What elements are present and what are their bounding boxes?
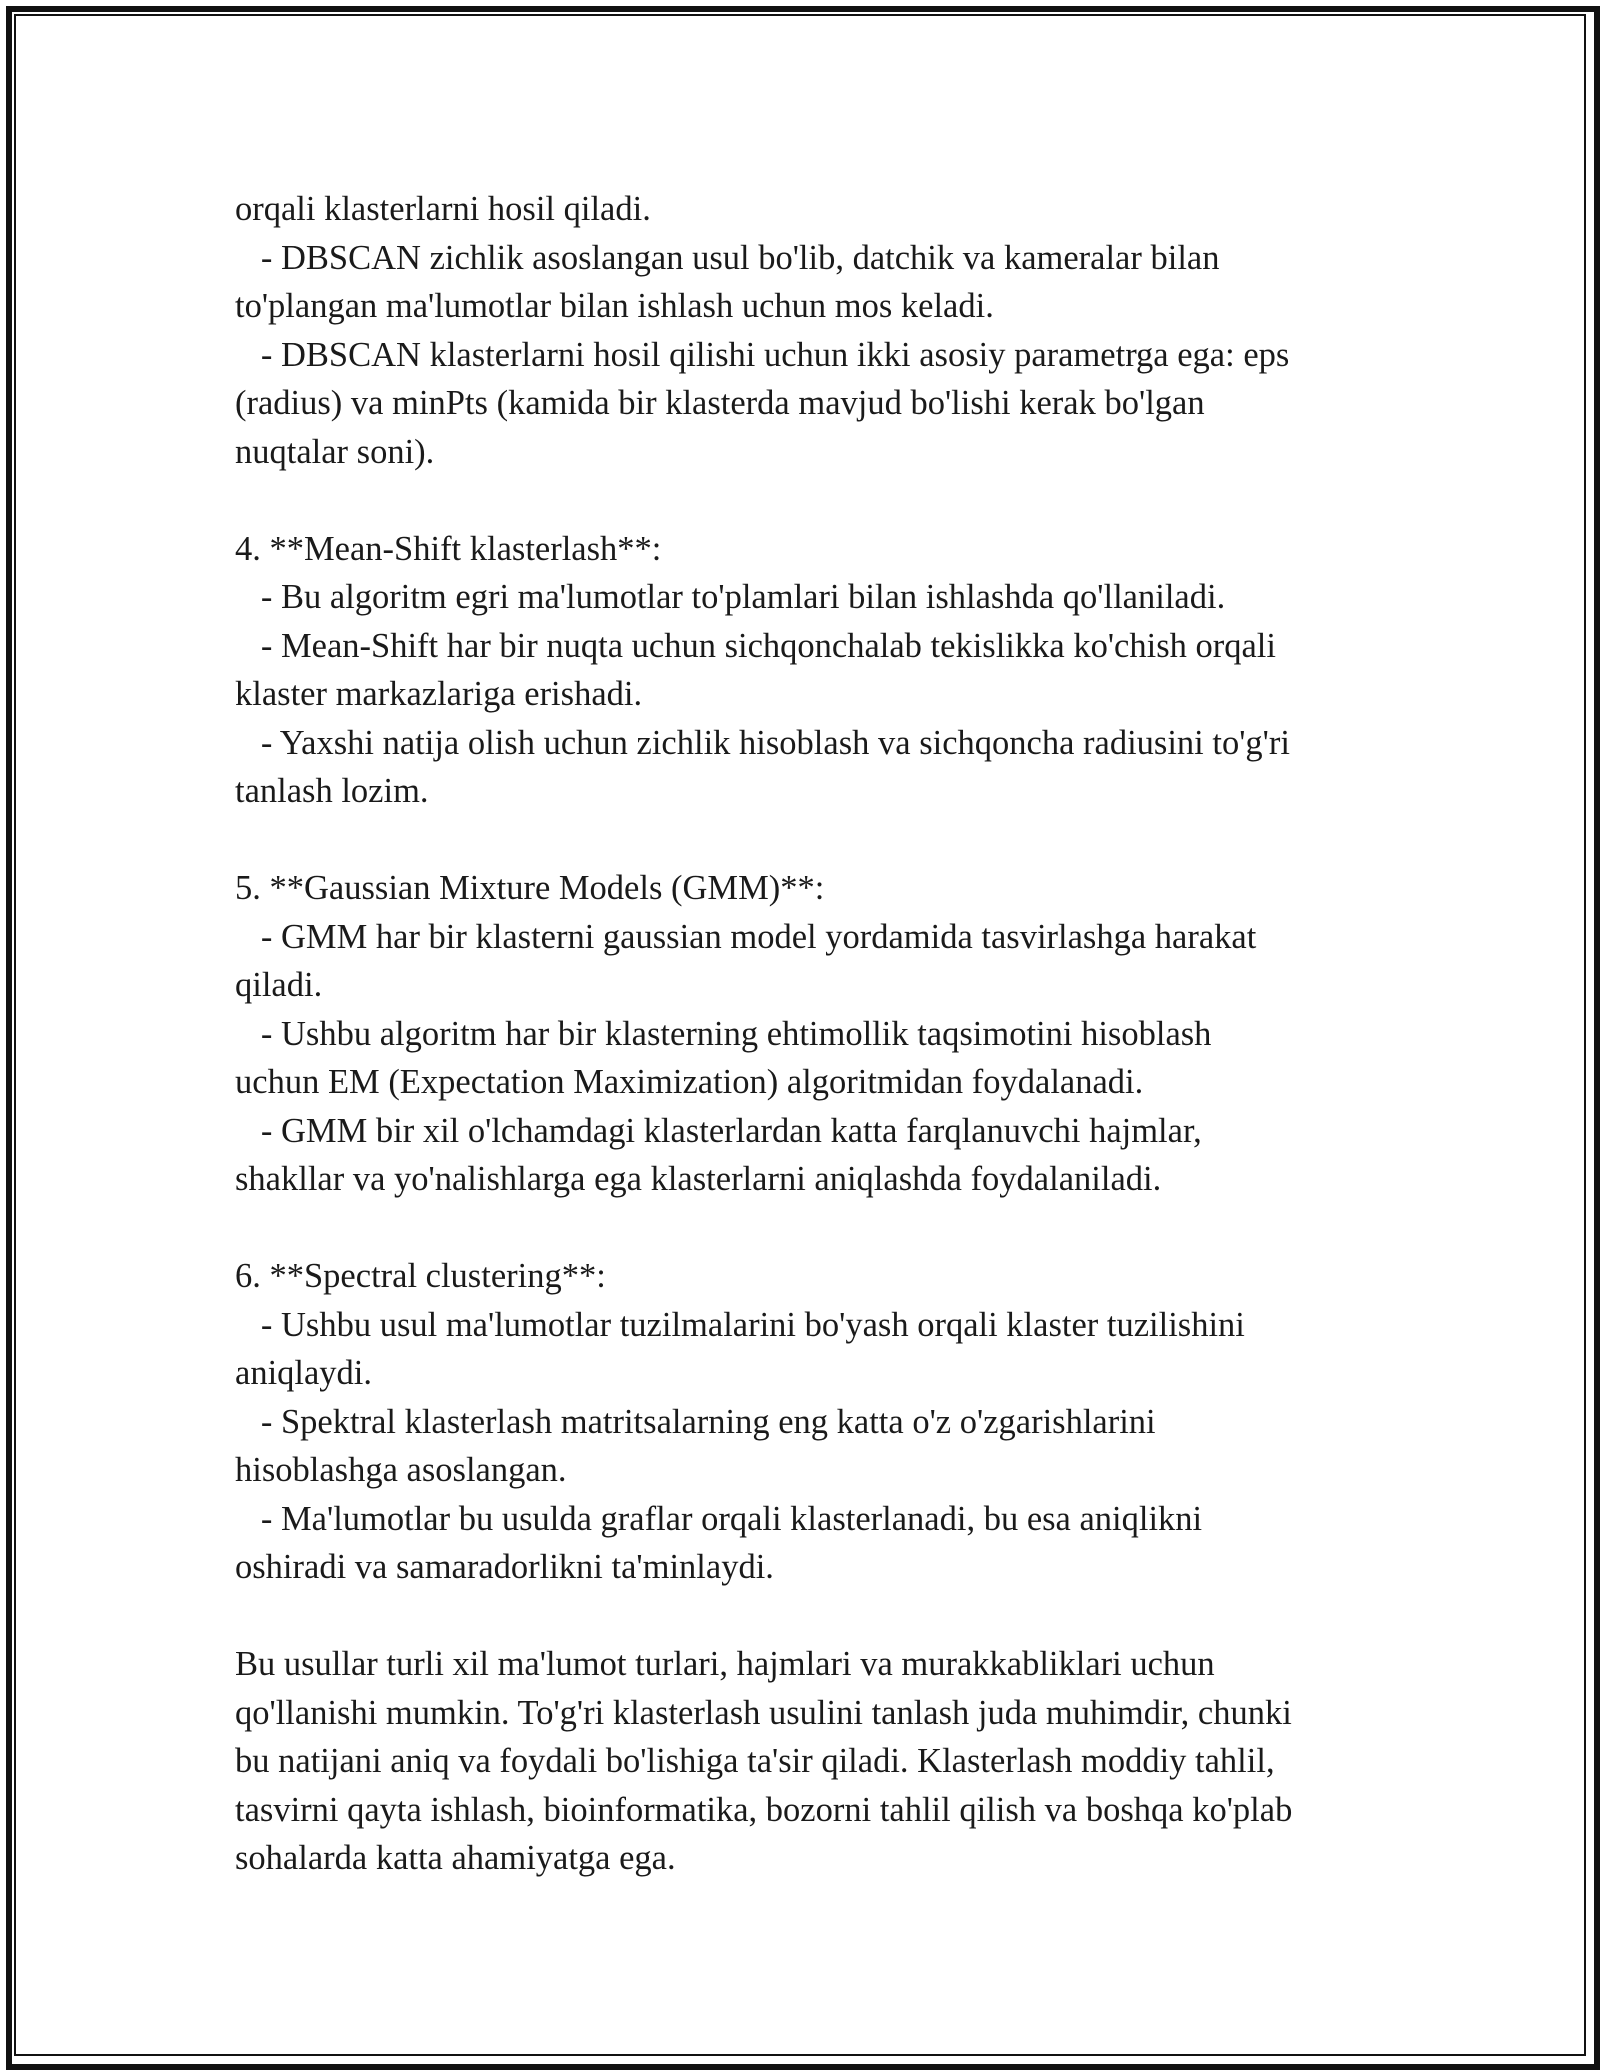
conclusion-line: Bu usullar turli xil ma'lumot turlari, hajmlari va murakkabliklari uchun	[235, 1645, 1215, 1683]
text-line: nuqtalar soni).	[235, 432, 435, 471]
blank-line	[235, 476, 1415, 525]
text-line: klaster markazlariga erishadi.	[235, 675, 643, 713]
text-line: - Ushbu usul ma'lumotlar tuzilmalarini bo'yash orqali klaster tuzilishini	[235, 1305, 1245, 1344]
document-body	[235, 185, 1415, 1883]
blank-line	[235, 816, 1415, 865]
text-line: - GMM bir xil o'lchamdagi klasterlardan katta farqlanuvchi hajmlar,	[235, 1111, 1202, 1150]
text-line: - DBSCAN zichlik asoslangan usul bo'lib, datchik va kameralar bilan	[235, 238, 1220, 277]
section-heading: 5. **Gaussian Mixture Models (GMM)**:	[235, 869, 825, 907]
text-line: to'plangan ma'lumotlar bilan ishlash uchun mos keladi.	[235, 287, 994, 325]
blank-line	[235, 1592, 1415, 1641]
text-line: uchun EM (Expectation Maximization) algoritmidan foydalanadi.	[235, 1063, 1144, 1101]
text-line: qiladi.	[235, 966, 323, 1004]
text-line: - Ma'lumotlar bu usulda graflar orqali klasterlanadi, bu esa aniqlikni	[235, 1499, 1203, 1538]
conclusion-line: sohalarda katta ahamiyatga ega.	[235, 1839, 676, 1877]
text-line: hisoblashga asoslangan.	[235, 1451, 567, 1489]
text-line: - Yaxshi natija olish uchun zichlik hisoblash va sichqoncha radiusini to'g'ri	[235, 723, 1290, 762]
blank-line	[235, 1204, 1415, 1253]
text-line: aniqlaydi.	[235, 1354, 373, 1392]
conclusion-line: qo'llanishi mumkin. To'g'ri klasterlash usulini tanlash juda muhimdir, chunki	[235, 1693, 1292, 1732]
text-line: shakllar va yo'nalishlarga ega klasterlarni aniqlashda foydalaniladi.	[235, 1160, 1162, 1198]
text-line: tanlash lozim.	[235, 772, 429, 810]
text-line: - Mean-Shift har bir nuqta uchun sichqonchalab tekislikka ko'chish orqali	[235, 626, 1276, 665]
text-line: - DBSCAN klasterlarni hosil qilishi uchun ikki asosiy parametrga ega: eps	[235, 335, 1290, 374]
text-line: - Spektral klasterlash matritsalarning eng katta o'z o'zgarishlarini	[235, 1402, 1156, 1441]
text-line: - Bu algoritm egri ma'lumotlar to'plamlari bilan ishlashda qo'llaniladi.	[235, 578, 1226, 616]
conclusion-line: tasvirni qayta ishlash, bioinformatika, bozorni tahlil qilish va boshqa ko'plab	[235, 1790, 1293, 1829]
text-line: - Ushbu algoritm har bir klasterning ehtimollik taqsimotini hisoblash	[235, 1014, 1212, 1053]
conclusion-line: bu natijani aniq va foydali bo'lishiga ta'sir qiladi. Klasterlash moddiy tahlil,	[235, 1742, 1275, 1780]
section-heading: 6. **Spectral clustering**:	[235, 1257, 606, 1295]
text-line: - GMM har bir klasterni gaussian model yordamida tasvirlashga harakat	[235, 917, 1257, 956]
text-line: orqali klasterlarni hosil qiladi.	[235, 190, 651, 228]
text-line: (radius) va minPts (kamida bir klasterda mavjud bo'lishi kerak bo'lgan	[235, 384, 1205, 422]
section-heading: 4. **Mean-Shift klasterlash**:	[235, 529, 662, 568]
text-line: oshiradi va samaradorlikni ta'minlaydi.	[235, 1548, 774, 1586]
